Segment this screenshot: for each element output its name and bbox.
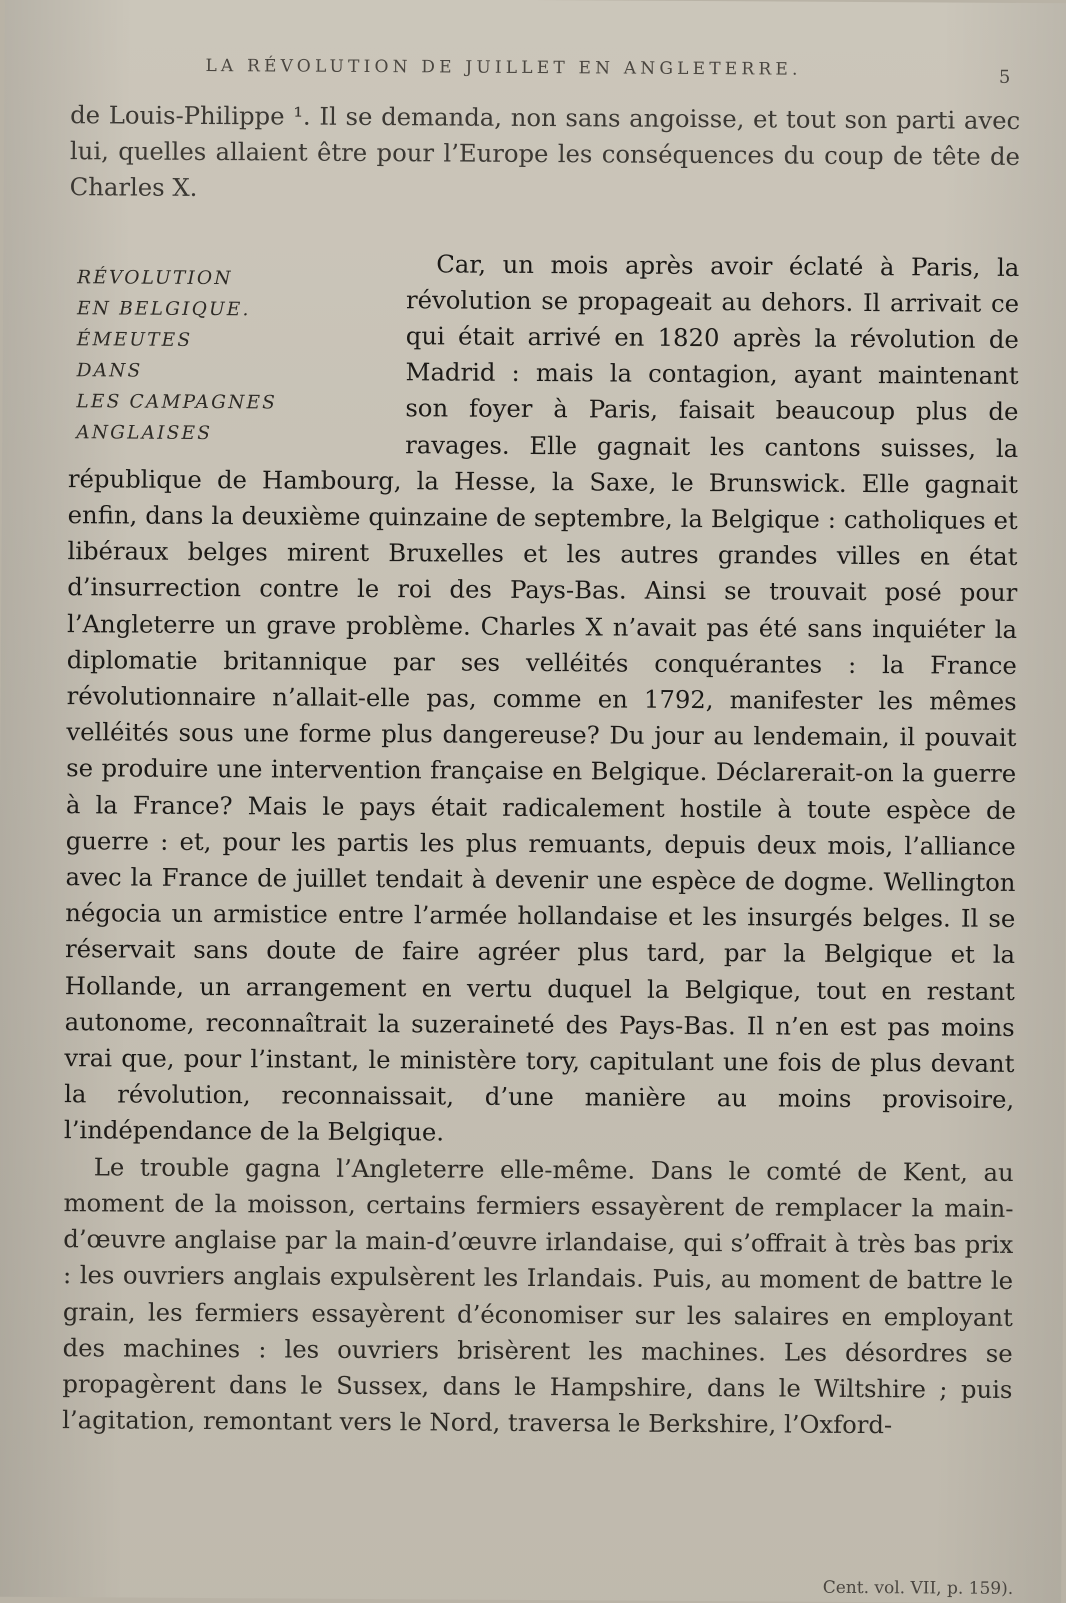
sidenote-line: LES CAMPAGNES xyxy=(76,390,278,414)
opening-paragraph: de Louis-Philippe ¹. Il se demanda, non sans angoisse, et tout son parti avec lui, quelles allaient être pour l’Europe les conséquences du coup de tête de Charles X. xyxy=(69,100,1021,203)
belgium-paragraph: Car, un mois après avoir éclaté à Paris, la révolution se propageait au dehors. Il arrivait ce qui était arrivé en 1820 après la révolution de Madrid : mais la contagion, ayant maintenant son foyer à Paris, faisait beaucoup plus de ravages. Elle gagnait les cantons suisses, la république de Hambourg, la Hesse, la Saxe, le Brunswick. Elle gagnait enfin, dans la deuxième quinzaine de septembre, la Belgique : catholiques et libéraux belges mirent Bruxelles et les autres grandes villes en état d’insurrection contre le roi des Pays-Bas. Ainsi se trouvait posé pour l’Angleterre un grave problème. Charles X n’avait pas été sans inquiéter la diplomatie britannique par ses velléités conquérantes : la France révolutionnaire n’allait-elle pas, comme en 1792, manifester les mêmes velléités sous une forme plus dangereuse? Du jour au lendemain, il pouvait se produire une intervention française en Belgique. Déclarerait-on la guerre à la France? Mais le pays était radicalement hostile à toute espèce de guerre : et, pour les partis les plus remuants, depuis deux mois, l’alliance avec la France de juillet tendait à devenir une espèce de dogme. Wellington négocia un armistice entre l’armée hollandaise et les insurgés belges. Il se réservait sans doute de faire agréer plus tard, par la Belgique et la Hollande, un arrangement en vertu duquel la Belgique, tout en restant autonome, reconnaîtrait la suzeraineté des Pays-Bas. Il n’en est pas moins vrai que, pour l’instant, le ministère tory, capitulant une fois de plus devant la révolution, reconnaissait, d’une manière au moins provisoire, l’indépendance de la Belgique. xyxy=(63,249,1020,1147)
sidenote-line: ÉMEUTES xyxy=(76,328,193,351)
margin-sidenote xyxy=(68,262,392,450)
sidenote-line: EN BELGIQUE. xyxy=(76,297,251,320)
sidenote-line: RÉVOLUTION xyxy=(77,266,233,289)
footnote-fragment: Cent. vol. VII, p. 159). xyxy=(822,1577,1014,1599)
sidenote-line: ANGLAISES xyxy=(76,421,213,444)
page-number: 5 xyxy=(998,66,1011,88)
england-paragraph: Le trouble gagna l’Angleterre elle-même. Dans le comté de Kent, au moment de la moisson, certains fermiers essayèrent de remplacer la main-d’œuvre anglaise par la main-d’œuvre irlandaise, qui s’offrait à très bas prix : les ouvriers anglais expulsèrent les Irlandais. Puis, au moment de battre le grain, les fermiers essayèrent d’économiser sur les salaires en employant des machines : les ouvriers brisèrent les machines. Les désordres se propagèrent dans le Sussex, dans le Hampshire, dans le Wiltshire ; puis l’agitation, remontant vers le Nord, traversa le Berkshire, l’Oxford- xyxy=(62,1152,1014,1440)
running-title: LA RÉVOLUTION DE JUILLET EN ANGLETERRE. xyxy=(205,55,802,80)
belgium-section xyxy=(64,244,1020,1155)
sidenote-line: DANS xyxy=(76,359,143,382)
running-head xyxy=(70,55,1020,103)
